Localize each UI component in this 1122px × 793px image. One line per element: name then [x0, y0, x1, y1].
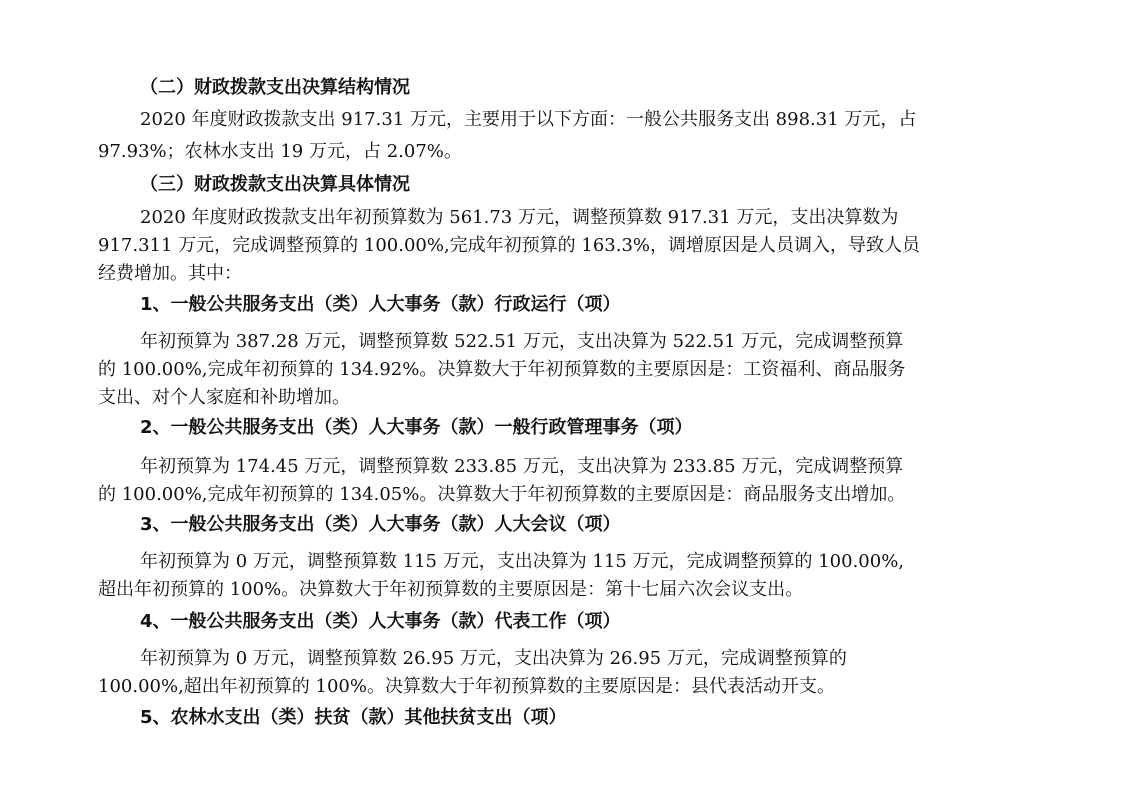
paragraph-line: 年初预算为 174.45 万元，调整预算数 233.85 万元，支出决算为 233.85 万元，完成调整预算	[140, 456, 904, 477]
paragraph-line: 2020 年度财政拨款支出年初预算数为 561.73 万元，调整预算数 917.31 万元，支出决算数为	[140, 207, 899, 228]
paragraph-line: 年初预算为 0 万元，调整预算数 26.95 万元，支出决算为 26.95 万元，完成调整预算的	[140, 648, 847, 669]
paragraph-line: 100.00%,超出年初预算的 100%。决算数大于年初预算数的主要原因是：县代表活动开支。	[98, 676, 835, 697]
item-heading-4: 4、一般公共服务支出（类）人大事务（款）代表工作（项）	[140, 611, 621, 632]
paragraph-line: 的 100.00%,完成年初预算的 134.92%。决算数大于年初预算数的主要原因是：工资福利、商品服务	[98, 359, 906, 380]
paragraph-line: 2020 年度财政拨款支出 917.31 万元，主要用于以下方面：一般公共服务支出 898.31 万元，占	[140, 109, 917, 130]
paragraph-line: 97.93%；农林水支出 19 万元，占 2.07%。	[98, 141, 462, 162]
paragraph-line: 年初预算为 387.28 万元，调整预算数 522.51 万元，支出决算为 522.51 万元，完成调整预算	[140, 331, 904, 352]
paragraph-line: 的 100.00%,完成年初预算的 134.05%。决算数大于年初预算数的主要原因是：商品服务支出增加。	[98, 484, 906, 505]
paragraph-line: 917.311 万元，完成调整预算的 100.00%,完成年初预算的 163.3%，调增原因是人员调入，导致人员	[98, 235, 921, 256]
item-heading-3: 3、一般公共服务支出（类）人大事务（款）人大会议（项）	[140, 514, 621, 535]
item-heading-5: 5、农林水支出（类）扶贫（款）其他扶贫支出（项）	[140, 707, 567, 728]
item-heading-1: 1、一般公共服务支出（类）人大事务（款）行政运行（项）	[140, 294, 621, 315]
paragraph-line: 年初预算为 0 万元，调整预算数 115 万元，支出决算为 115 万元，完成调整预算的 100.00%,	[140, 551, 905, 572]
paragraph-line: 超出年初预算的 100%。决算数大于年初预算数的主要原因是：第十七届六次会议支出。	[98, 579, 804, 600]
item-heading-2: 2、一般公共服务支出（类）人大事务（款）一般行政管理事务（项）	[140, 417, 693, 438]
section-heading-2: （二）财政拨款支出决算结构情况	[140, 77, 410, 98]
section-heading-3: （三）财政拨款支出决算具体情况	[140, 174, 410, 195]
paragraph-line: 支出、对个人家庭和补助增加。	[98, 387, 350, 408]
paragraph-line: 经费增加。其中：	[98, 263, 242, 284]
